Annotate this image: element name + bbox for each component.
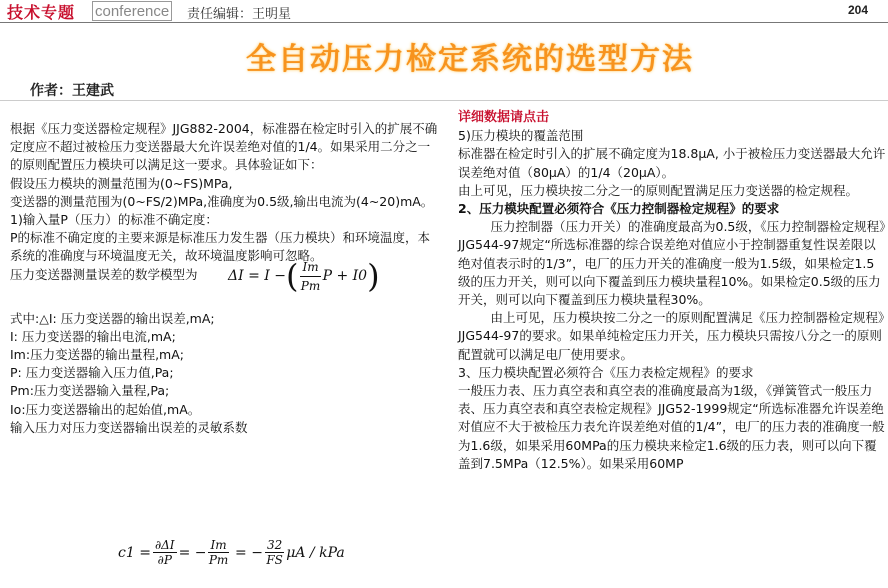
subsection-heading: 5)压力模块的覆盖范围: [458, 128, 584, 144]
denominator: Pm: [300, 278, 321, 293]
paragraph: P的标准不确定度的主要来源是标准压力发生器（压力模块）和环境温度，本系统的准确度与环境温度无关，故环境温度影响可忽略。: [10, 230, 431, 264]
right-paren: ): [367, 257, 380, 296]
section-heading: 3、压力模块配置必须符合《压力表检定规程》的要求: [458, 364, 754, 380]
paragraph: 压力变送器测量误差的数学模型为: [10, 266, 198, 282]
formula-row: [10, 257, 442, 310]
numerator: 32: [266, 538, 283, 552]
fraction: [153, 538, 177, 567]
detail-data-link[interactable]: 详细数据请点击: [458, 110, 550, 125]
formula-lhs: c1 =: [118, 544, 151, 561]
editor-credit: 责任编辑：王明星: [187, 7, 292, 22]
formula-equals: = −: [178, 544, 207, 561]
paragraph: 式中:△I: 压力变送器的输出误差,mA;: [10, 310, 215, 326]
formula-tail: P + I0: [322, 268, 368, 285]
header-divider: [0, 22, 888, 23]
section-title: 技术专题: [7, 3, 76, 22]
formula-lhs: ΔI = I −: [228, 268, 286, 285]
conference-label: conference: [92, 1, 172, 21]
numerator: ∂ΔI: [154, 538, 175, 552]
left-column: [10, 120, 442, 437]
paragraph: 由上可见，压力模块按二分之一的原则配置满足《压力控制器检定规程》JJG544-97的要求。如果单纯检定压力开关，压力模块只需按八分之一的原则配置就可以满足电厂使用要求。: [458, 310, 885, 362]
paragraph: Im:压力变送器的输出量程,mA;: [10, 347, 184, 363]
article-title: 全自动压力检定系统的选型方法: [246, 42, 694, 77]
right-column: [458, 108, 886, 473]
formula-minus: = −: [230, 544, 263, 561]
paragraph: 1)输入量P（压力）的标准不确定度：: [10, 212, 218, 228]
fraction: [265, 538, 284, 567]
paragraph: I: 压力变送器的输出电流,mA;: [10, 328, 176, 344]
numerator: Im: [300, 258, 320, 277]
page-header: [0, 0, 888, 24]
paragraph: 压力控制器（压力开关）的准确度最高为0.5级，《压力控制器检定规程》JJG544-97规定“所选标准器的综合误差绝对值应小于控制器重复性误差限以绝对值表示时的1/3”，电厂的压力开关的准确度一般为1.5级，如果检定1.5级的压力开关，则可以向下覆盖到压力模块量程10%。如果检定0.5级的压力开关，则可以向下覆盖到压力模块量程30%。: [458, 219, 886, 308]
denominator: Pm: [208, 553, 229, 567]
paragraph: 标准器在检定时引入的扩展不确定度为18.8μA, 小于被检压力变送器最大允许误差绝对值（80μA）的1/4（20μA）。: [458, 146, 886, 180]
numerator: Im: [210, 538, 227, 552]
paragraph: 一般压力表、压力真空表和真空表的准确度最高为1级，《弹簧管式一般压力表、压力真空表和真空表检定规程》JJG52-1999规定“所选标准器允许误差绝对值应不大于被检压力表允许误差绝对值的1/4”，电厂的压力表的准确度一般为1.6级，如果采用60MPa的压力模块来检定1.6级的压力表，则可以向下覆盖到7.5MPa（12.5%）。如果采用60MP: [458, 383, 885, 471]
paragraph: 假设压力模块的测量范围为(0~FS)MPa,: [10, 175, 233, 191]
paragraph: 根据《压力变送器检定规程》JJG882-2004，标准器在检定时引入的扩展不确定度应不超过被检压力变送器最大允许误差绝对值的1/4。如果采用二分之一的原则配置压力模块可以满足这一要求。具体验证如下：: [10, 121, 438, 173]
paragraph: 输入压力对压力变送器输出误差的灵敏系数: [10, 419, 248, 435]
paragraph: P: 压力变送器输入压力值,Pa;: [10, 365, 174, 381]
paragraph: Pm:压力变送器输入量程,Pa;: [10, 383, 170, 399]
fraction: [300, 258, 320, 295]
section-heading: 2、压力模块配置必须符合《压力控制器检定规程》的要求: [458, 201, 780, 217]
paragraph: 变送器的测量范围为(0~FS/2)MPa,准确度为0.5级,输出电流为(4~20)mA。: [10, 193, 434, 209]
denominator: FS: [266, 553, 283, 567]
paragraph: 由上可见，压力模块按二分之一的原则配置满足压力变送器的检定规程。: [458, 182, 859, 198]
sensitivity-formula: [118, 538, 345, 567]
fraction: [208, 538, 228, 567]
left-paren: (: [285, 257, 299, 296]
paragraph: Io:压力变送器输出的起始值,mA。: [10, 401, 201, 417]
author-divider: [0, 100, 888, 101]
page-number: 204: [848, 3, 869, 17]
formula-unit: μA / kPa: [286, 544, 345, 561]
denominator: ∂P: [157, 553, 172, 567]
error-model-formula: [228, 258, 380, 295]
article-author: 作者：王建武: [30, 83, 114, 99]
